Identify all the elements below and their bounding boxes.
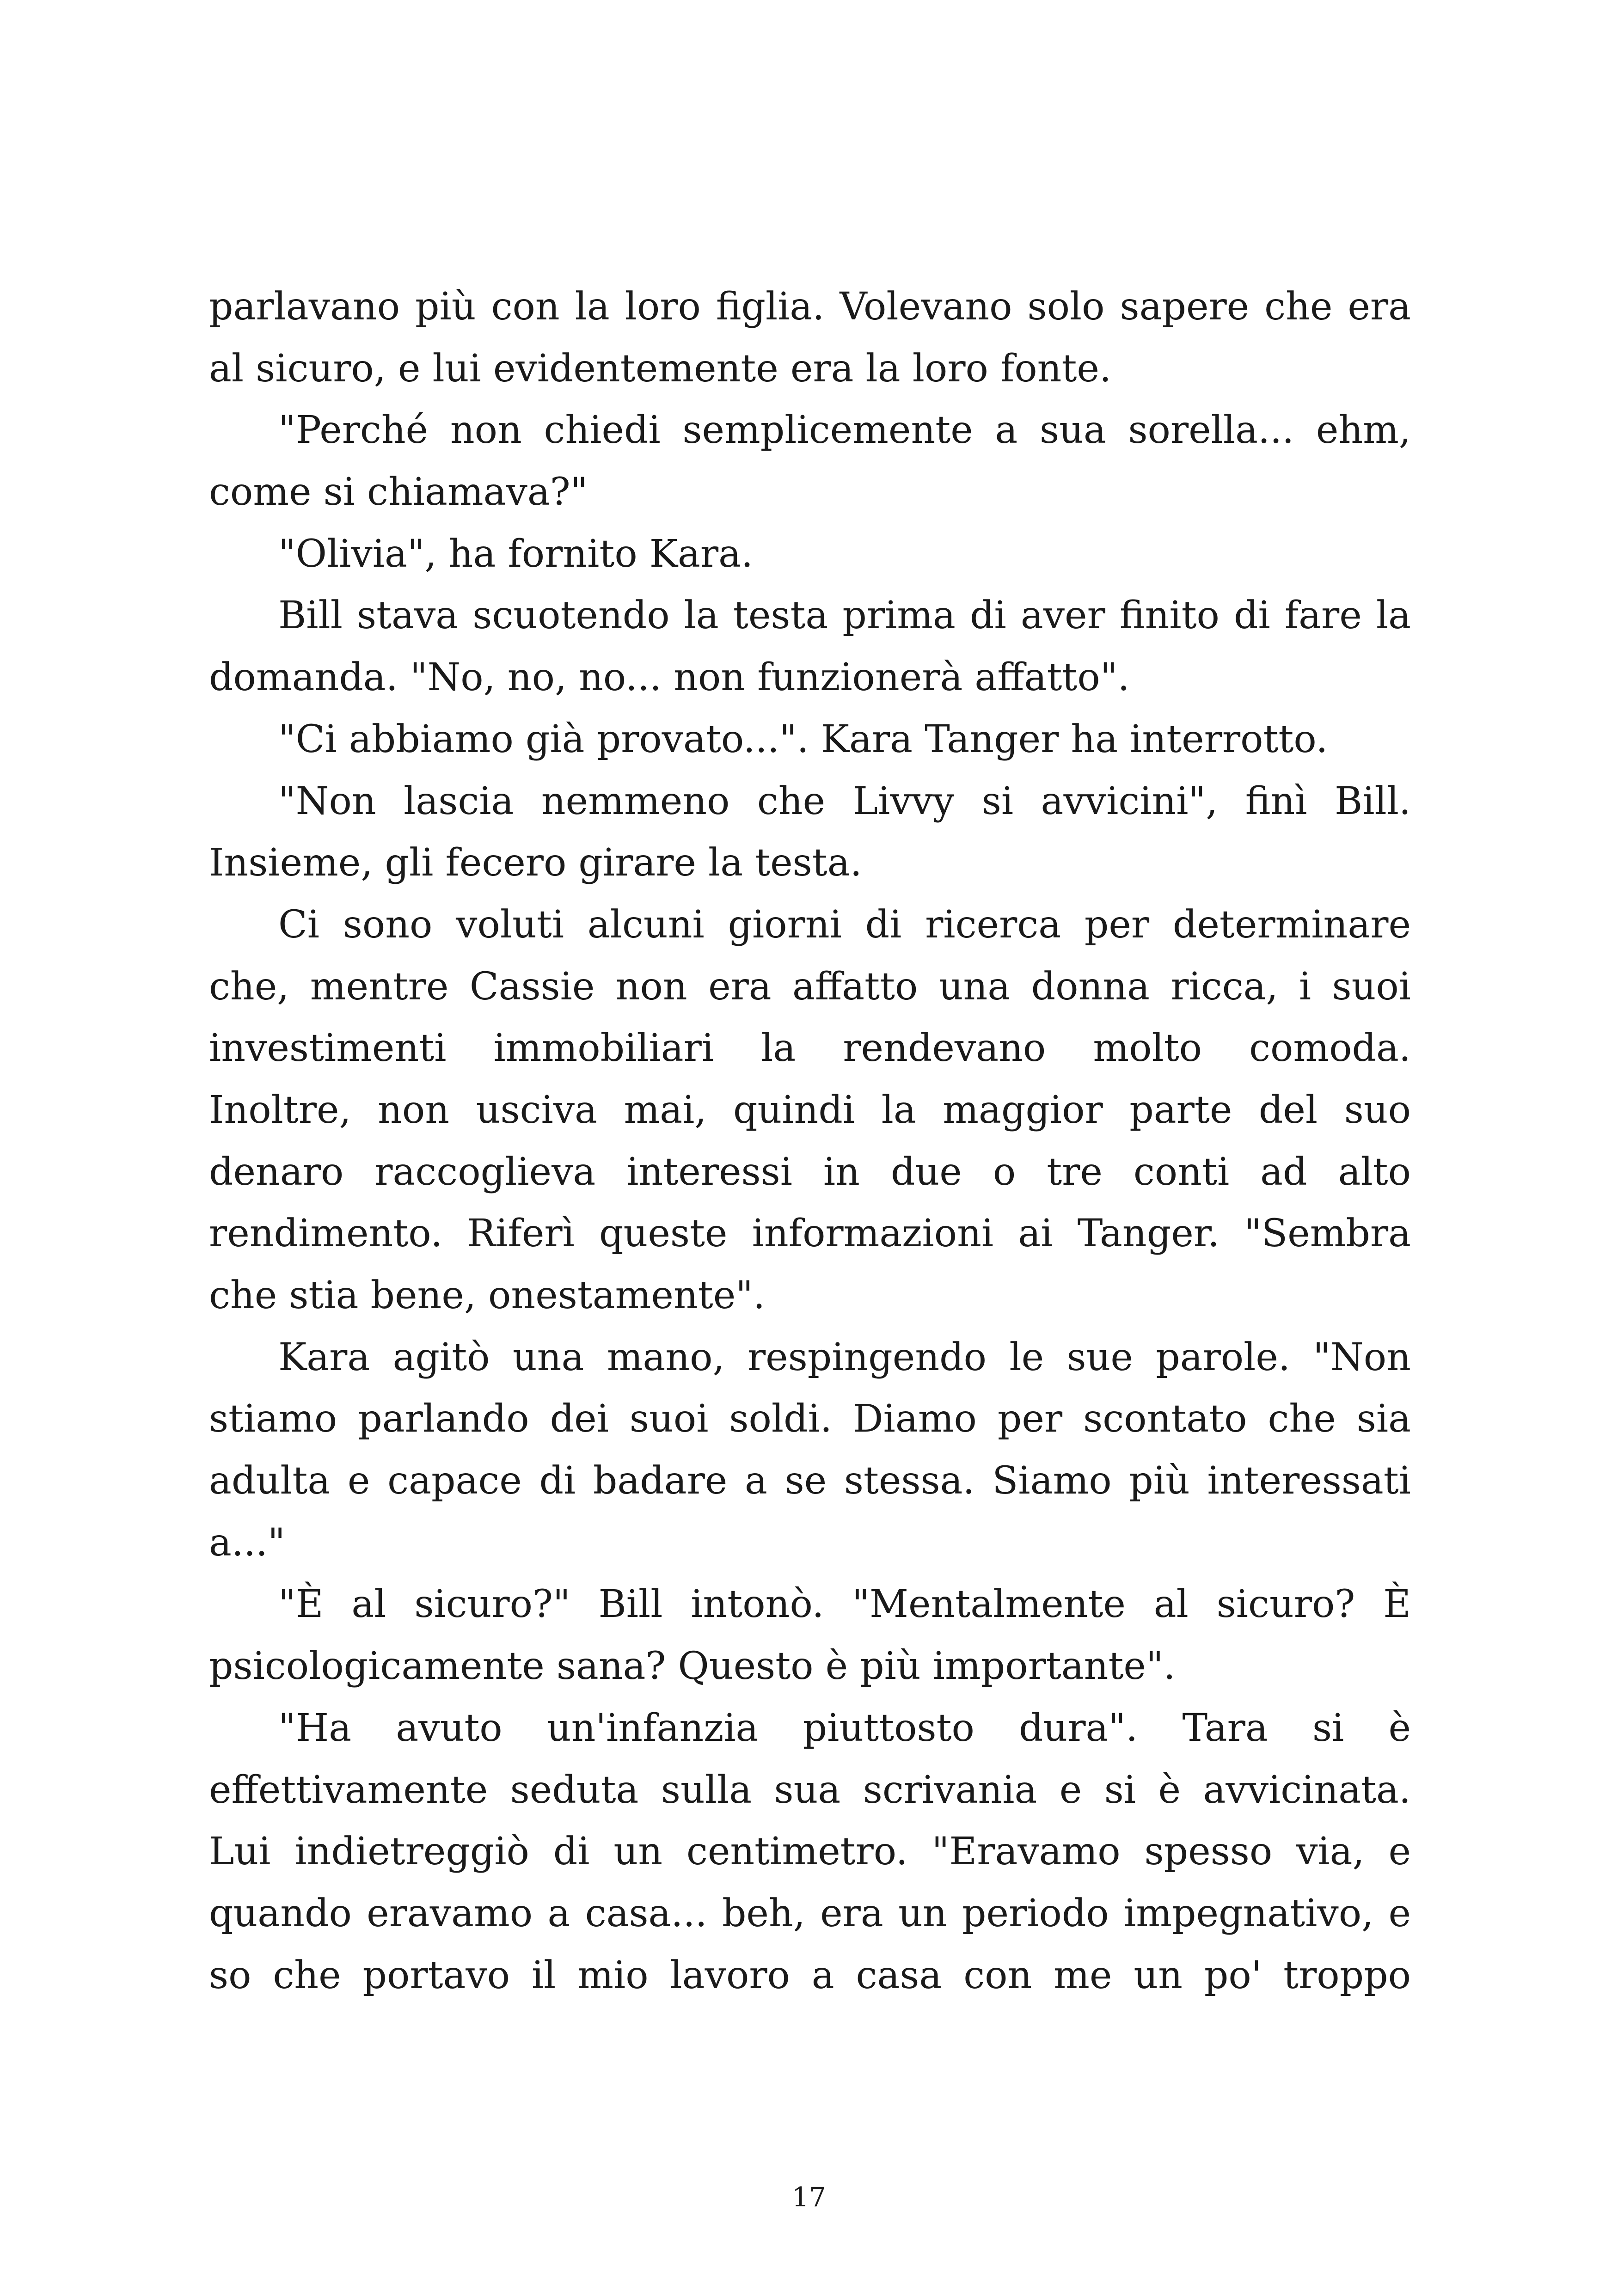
text-line: stiamo parlando dei suoi soldi. Diamo per scontato che sia — [209, 1397, 1411, 1441]
text-line: domanda. "No, no, no... non funzionerà affatto". — [209, 655, 1130, 700]
text-line: "Ha avuto un'infanzia piuttosto dura". Tara si è — [278, 1706, 1411, 1750]
text-line: rendimento. Riferì queste informazioni ai Tanger. "Sembra — [209, 1212, 1411, 1256]
text-line: Ci sono voluti alcuni giorni di ricerca per determinare — [278, 902, 1411, 947]
page-number: 17 — [792, 2181, 826, 2213]
text-line: parlavano più con la loro figlia. Volevano solo sapere che era — [209, 285, 1411, 329]
text-line: "Ci abbiamo già provato...". Kara Tanger ha interrotto. — [278, 717, 1328, 761]
text-line: "È al sicuro?" Bill intonò. "Mentalmente al sicuro? È — [278, 1582, 1411, 1627]
text-line: Insieme, gli fecero girare la testa. — [209, 841, 862, 885]
text-line: a..." — [209, 1520, 285, 1565]
text-line: quando eravamo a casa... beh, era un periodo impegnativo, e — [209, 1891, 1411, 1935]
text-line: adulta e capace di badare a se stessa. Siamo più interessati — [209, 1459, 1411, 1503]
text-line: Inoltre, non usciva mai, quindi la maggior parte del suo — [209, 1088, 1411, 1132]
text-line: investimenti immobiliari la rendevano molto comoda. — [209, 1026, 1411, 1071]
text-line: "Olivia", ha fornito Kara. — [278, 532, 754, 576]
text-line: che, mentre Cassie non era affatto una donna ricca, i suoi — [209, 964, 1411, 1009]
text-line: effettivamente seduta sulla sua scrivania e si è avvicinata. — [209, 1768, 1411, 1812]
text-line: psicologicamente sana? Questo è più importante". — [209, 1644, 1176, 1689]
text-line: come si chiamava?" — [209, 470, 588, 514]
text-line: Kara agitò una mano, respingendo le sue parole. "Non — [278, 1335, 1411, 1379]
text-line: Bill stava scuotendo la testa prima di aver finito di fare la — [278, 594, 1411, 638]
text-line: "Perché non chiedi semplicemente a sua sorella... ehm, — [278, 408, 1411, 453]
text-line: so che portavo il mio lavoro a casa con me un po' troppo — [209, 1953, 1411, 1997]
text-line: Lui indietreggiò di un centimetro. "Eravamo spesso via, e — [209, 1830, 1411, 1874]
text-line: che stia bene, onestamente". — [209, 1274, 766, 1317]
body-text — [209, 276, 1411, 2006]
text-line: al sicuro, e lui evidentemente era la loro fonte. — [209, 346, 1112, 391]
text-line: denaro raccoglieva interessi in due o tre conti ad alto — [209, 1150, 1411, 1194]
text-line: "Non lascia nemmeno che Livvy si avvicini", finì Bill. — [278, 779, 1411, 823]
